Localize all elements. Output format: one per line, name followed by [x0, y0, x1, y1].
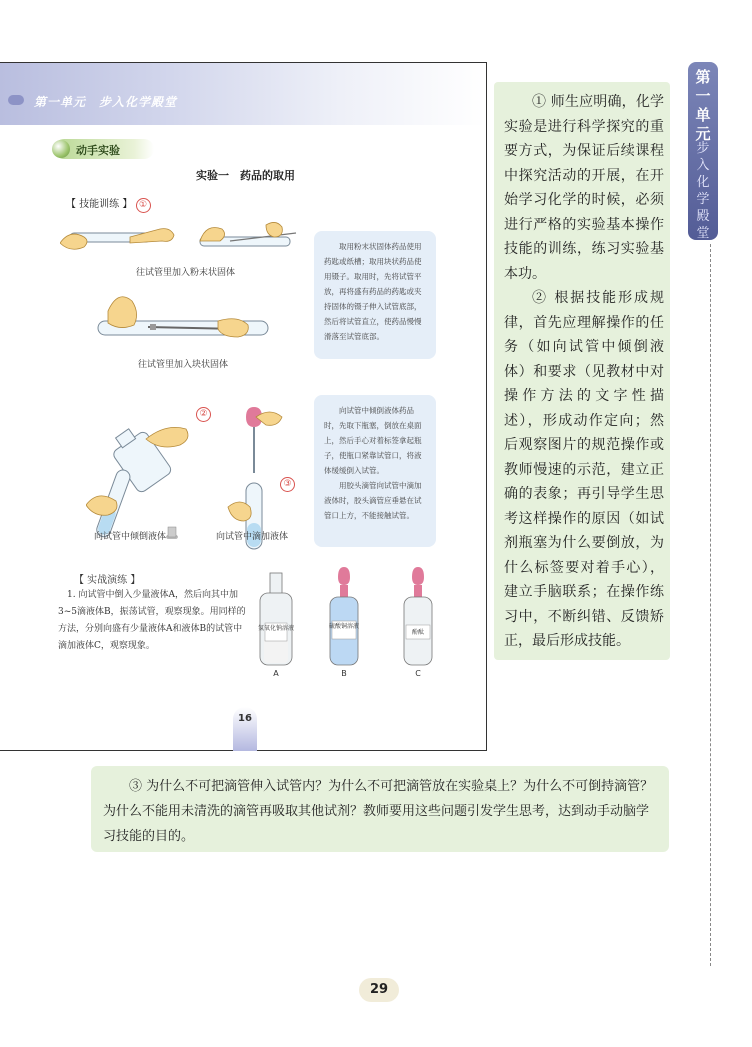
caption-pour: 向试管中倾倒液体: [94, 532, 167, 542]
note-liquid: [314, 395, 436, 547]
commentary-box: [494, 82, 670, 660]
commentary-paragraph-1: ① 师生应明确，化学实验是进行科学探究的重要方式，为保证后续课程中探究活动的开展，在开始学习化学的时候，必须进行严格的实验基本操作技能的训练，练习实验基本功。: [504, 94, 664, 282]
section-tag: [54, 139, 154, 159]
unit-tab-title: 步 入 化 学 殿 堂: [696, 141, 710, 241]
bottom-note: ③ 为什么不可把滴管伸入试管内？为什么不可把滴管放在实验桌上？为什么不可倒持滴管？为什么不能用未清洗的滴管再吸取其他试剂？教师要用这些问题引发学生思考，达到动手动脑学习技能的目的。: [91, 766, 669, 852]
commentary-paragraph-2: ② 根据技能形成规律，首先应理解操作的任务（如向试管中倾倒液体）和要求（见教材中对操作方法的文字性描述），形成动作定向；然后观察图片的规范操作或教师慢速的示范，建立正确的表象；再引导学生思考这样操作的原因（如试剂瓶塞为什么要倒放，为什么标签要对着手心），建立手脑联系；在操作练习中，不断纠错、反馈矫正，最后形成技能。: [504, 290, 664, 649]
bottle-letter-c: C: [415, 669, 421, 678]
caption-block: 往试管里加入块状固体: [138, 360, 229, 370]
page-number: 29: [359, 978, 399, 1002]
bottle-label-c: 酚酞: [411, 629, 425, 636]
bottle-label-b: 硫酸铜溶液: [328, 623, 360, 630]
skill-training-label: 【 技能训练 】: [66, 199, 133, 210]
caption-drop: 向试管中滴加液体: [216, 532, 289, 542]
banner-decoration: [8, 95, 24, 105]
illustration-pour: [86, 409, 196, 539]
margin-dashed-line: [710, 244, 711, 966]
reagent-bottles: [256, 563, 452, 683]
bottle-letter-a: A: [273, 669, 279, 678]
section-tag-ball-icon: [52, 140, 70, 158]
practice-heading: 【 实战演练 】: [74, 575, 141, 586]
section-tag-label: 动手实验: [76, 144, 120, 157]
experiment-title: 实验一 药品的取用: [196, 169, 295, 182]
inner-page-number: 16: [233, 707, 257, 751]
marker-3: ③: [280, 471, 295, 492]
note-liquid-drop: 用胶头滴管向试管中滴加液体时，胶头滴管应垂悬在试管口上方，不能接触试管。: [324, 481, 422, 520]
textbook-page: [0, 62, 487, 751]
bottle-label-a: 氢氧化钠溶液: [257, 625, 295, 632]
unit-tab-number: 第 一 单 元: [695, 68, 711, 143]
bottle-letter-b: B: [341, 669, 347, 678]
skill-training-heading: [66, 195, 151, 213]
unit-tab: [688, 62, 718, 240]
unit-banner: [0, 63, 486, 125]
illustration-block: [88, 291, 278, 351]
marker-1: ①: [136, 198, 151, 213]
caption-powder: 往试管里加入粉末状固体: [136, 268, 236, 278]
illustration-powder: [60, 213, 300, 273]
practice-text: 1. 向试管中倒入少量液体A，然后向其中加3~5滴液体B，振荡试管，观察现象。用同样的方法，分别向盛有少量液体A和液体B的试管中滴加液体C，观察现象。: [58, 590, 246, 651]
note-liquid-pour: 向试管中倾倒液体药品时，先取下瓶塞，倒放在桌面上，然后手心对着标签拿起瓶子，使瓶口紧靠试管口，将液体缓缓倒入试管。: [324, 406, 422, 475]
note-solid: 取用粉末状固体药品使用药匙或纸槽；取用块状药品使用镊子。取用时，先将试管平放，再将盛有药品的药匙或夹持固体的镊子伸入试管底部，然后将试管直立，使药品慢慢滑落至试管底部。: [314, 231, 436, 359]
unit-title: 第一单元 步入化学殿堂: [34, 95, 178, 109]
marker-2: ②: [196, 401, 211, 422]
